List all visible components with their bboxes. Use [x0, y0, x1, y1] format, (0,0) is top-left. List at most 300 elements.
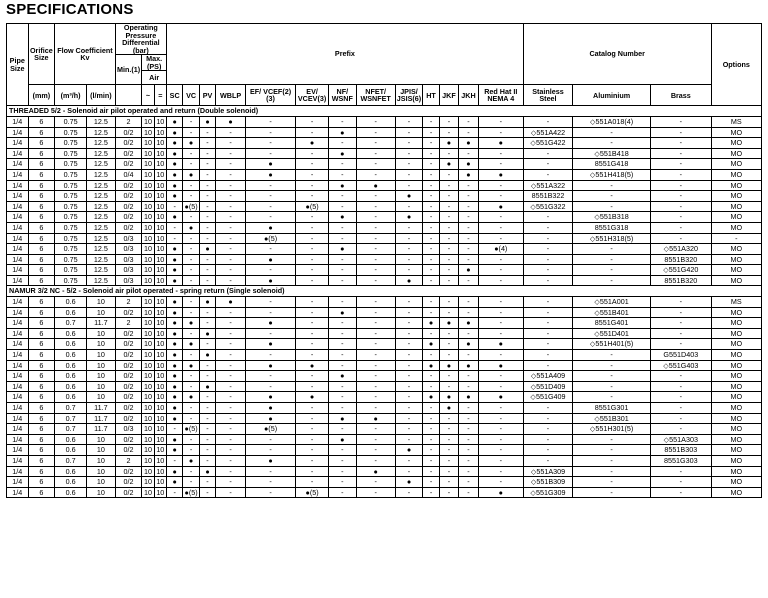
table-cell: MO	[711, 487, 761, 498]
table-cell: 10	[142, 477, 154, 488]
table-cell: -	[356, 371, 395, 382]
table-cell: -	[395, 297, 423, 308]
table-cell: 6	[28, 371, 55, 382]
table-cell: -	[439, 413, 458, 424]
table-cell: 10	[86, 477, 115, 488]
table-cell: ◇551B401	[573, 307, 651, 318]
table-cell: 12.5	[86, 180, 115, 191]
table-cell: -	[651, 191, 712, 202]
table-cell: -	[651, 487, 712, 498]
table-cell: 8551G303	[651, 455, 712, 466]
table-cell: 0.75	[55, 212, 87, 223]
table-cell: ●	[395, 477, 423, 488]
table-cell: MO	[711, 445, 761, 456]
table-cell: ◇551A422	[523, 127, 572, 138]
table-cell: ●(4)	[478, 244, 523, 255]
table-cell: -	[216, 392, 246, 403]
table-cell: -	[216, 254, 246, 265]
table-cell: -	[439, 275, 458, 286]
table-cell: -	[459, 275, 478, 286]
table-cell: -	[356, 201, 395, 212]
table-cell: -	[423, 297, 439, 308]
table-cell: -	[328, 424, 356, 435]
table-cell: 10	[142, 265, 154, 276]
table-cell: 10	[154, 477, 166, 488]
table-row	[7, 148, 762, 159]
table-cell: ●	[199, 328, 215, 339]
table-cell: -	[328, 297, 356, 308]
table-cell: -	[216, 201, 246, 212]
table-cell: -	[459, 328, 478, 339]
table-cell: 6	[28, 350, 55, 361]
table-cell: 8551B320	[651, 254, 712, 265]
table-cell: 0.75	[55, 180, 87, 191]
table-cell: -	[245, 487, 295, 498]
table-cell: 0.75	[55, 116, 87, 127]
table-cell: -	[439, 328, 458, 339]
table-cell: ◇551H301(5)	[573, 424, 651, 435]
table-cell: 10	[154, 413, 166, 424]
table-cell: 6	[28, 328, 55, 339]
table-cell: 1/4	[7, 392, 29, 403]
table-cell: -	[423, 307, 439, 318]
table-cell: 6	[28, 159, 55, 170]
table-cell: 1/4	[7, 318, 29, 329]
table-cell: 1/4	[7, 148, 29, 159]
table-cell: 10	[86, 328, 115, 339]
table-cell: 0.75	[55, 138, 87, 149]
header-flow-coefficient: Flow Coefficient Kv	[55, 24, 116, 85]
table-cell: 12.5	[86, 265, 115, 276]
table-cell: ●	[328, 212, 356, 223]
table-cell: 0.75	[55, 127, 87, 138]
table-cell: -	[296, 371, 329, 382]
table-cell: 6	[28, 381, 55, 392]
table-cell: 0/4	[115, 169, 142, 180]
table-cell: ●	[296, 138, 329, 149]
table-cell: -	[356, 222, 395, 233]
table-cell: -	[651, 392, 712, 403]
table-cell: ●	[199, 116, 215, 127]
table-row	[7, 477, 762, 488]
table-cell: MO	[711, 169, 761, 180]
table-cell: -	[199, 318, 215, 329]
table-cell: -	[296, 434, 329, 445]
table-cell: 0.75	[55, 254, 87, 265]
table-cell: -	[523, 233, 572, 244]
table-cell: -	[216, 381, 246, 392]
table-cell: -	[216, 434, 246, 445]
header-operating-pressure: Operating Pressure Differential (bar)	[115, 24, 166, 55]
table-cell: ●	[183, 169, 199, 180]
table-cell: 0.7	[55, 424, 87, 435]
table-cell: -	[199, 455, 215, 466]
table-cell: 1/4	[7, 159, 29, 170]
table-cell: -	[216, 244, 246, 255]
table-cell: ●	[439, 138, 458, 149]
table-cell: MO	[711, 222, 761, 233]
table-cell: 2	[115, 318, 142, 329]
table-cell: -	[296, 148, 329, 159]
table-cell: -	[423, 434, 439, 445]
table-cell: ●	[356, 466, 395, 477]
table-cell: -	[183, 371, 199, 382]
table-cell: -	[459, 297, 478, 308]
table-cell: 1/4	[7, 434, 29, 445]
table-cell: -	[328, 201, 356, 212]
table-cell: -	[199, 360, 215, 371]
table-cell: -	[395, 244, 423, 255]
table-cell: -	[183, 159, 199, 170]
table-cell: -	[523, 350, 572, 361]
table-cell: 0/3	[115, 424, 142, 435]
header-min: Min.(1)	[115, 55, 142, 85]
table-cell: -	[439, 254, 458, 265]
table-cell: -	[216, 466, 246, 477]
table-cell: MO	[711, 403, 761, 414]
table-cell: 0.75	[55, 222, 87, 233]
table-cell: ◇551H318(5)	[573, 233, 651, 244]
table-cell: ●	[183, 138, 199, 149]
table-cell: -	[459, 434, 478, 445]
table-cell: MO	[711, 339, 761, 350]
table-cell: -	[199, 413, 215, 424]
table-cell: -	[423, 127, 439, 138]
table-cell: 10	[154, 371, 166, 382]
table-cell: 10	[154, 297, 166, 308]
table-cell: -	[199, 148, 215, 159]
table-cell: ●	[166, 360, 182, 371]
table-cell: 6	[28, 318, 55, 329]
table-cell: MO	[711, 360, 761, 371]
table-cell: -	[356, 424, 395, 435]
table-row	[7, 413, 762, 424]
table-cell: -	[296, 180, 329, 191]
table-cell: 0/2	[115, 477, 142, 488]
header-catalog-number: Catalog Number	[523, 24, 711, 85]
table-cell: ◇551D409	[523, 381, 572, 392]
table-cell: 6	[28, 487, 55, 498]
table-cell: 10	[142, 339, 154, 350]
table-cell: -	[423, 159, 439, 170]
table-cell: -	[356, 265, 395, 276]
table-cell: 10	[142, 233, 154, 244]
table-cell: -	[296, 318, 329, 329]
table-cell: -	[245, 328, 295, 339]
table-cell: ●	[199, 350, 215, 361]
table-cell: -	[245, 180, 295, 191]
table-cell: ◇551H401(5)	[573, 339, 651, 350]
table-cell: ●	[166, 307, 182, 318]
table-cell: 8551G301	[573, 403, 651, 414]
header-options: Options	[711, 24, 761, 106]
table-cell: -	[183, 297, 199, 308]
table-cell: ●	[439, 159, 458, 170]
table-cell: -	[573, 392, 651, 403]
table-cell: -	[478, 318, 523, 329]
table-cell: ●	[328, 434, 356, 445]
table-cell: -	[356, 233, 395, 244]
table-cell: -	[166, 424, 182, 435]
table-cell: ●	[245, 413, 295, 424]
prefix-col-header: SC	[166, 85, 182, 106]
table-cell: 0/3	[115, 233, 142, 244]
table-cell: -	[395, 371, 423, 382]
table-cell: -	[395, 233, 423, 244]
table-cell: -	[245, 297, 295, 308]
table-cell: 0/3	[115, 275, 142, 286]
table-cell: -	[439, 424, 458, 435]
table-cell: ◇551A001	[573, 297, 651, 308]
table-cell: -	[423, 180, 439, 191]
table-cell: 6	[28, 265, 55, 276]
table-cell: 1/4	[7, 360, 29, 371]
table-cell: ●	[245, 360, 295, 371]
table-cell: -	[573, 455, 651, 466]
table-cell: -	[328, 222, 356, 233]
table-cell: -	[573, 265, 651, 276]
table-cell: ◇551G422	[523, 138, 572, 149]
prefix-col-header: JKF	[439, 85, 458, 106]
table-cell: 0/2	[115, 392, 142, 403]
table-row	[7, 297, 762, 308]
table-cell: 10	[86, 350, 115, 361]
table-cell: -	[573, 466, 651, 477]
table-cell: -	[199, 159, 215, 170]
table-cell: -	[478, 413, 523, 424]
table-cell: MO	[711, 148, 761, 159]
table-cell: 10	[154, 381, 166, 392]
table-cell: 0/2	[115, 191, 142, 202]
table-cell: -	[328, 339, 356, 350]
table-cell: -	[356, 116, 395, 127]
table-cell: -	[423, 233, 439, 244]
table-cell: ●	[245, 275, 295, 286]
table-cell: -	[296, 244, 329, 255]
table-cell: -	[328, 265, 356, 276]
table-cell: -	[478, 275, 523, 286]
table-cell: 6	[28, 339, 55, 350]
table-cell: -	[296, 191, 329, 202]
table-cell: -	[296, 265, 329, 276]
table-row	[7, 424, 762, 435]
table-cell: -	[245, 445, 295, 456]
table-cell: -	[245, 201, 295, 212]
table-cell: -	[296, 339, 329, 350]
table-cell: ●	[166, 371, 182, 382]
table-cell: -	[459, 222, 478, 233]
table-cell: -	[328, 350, 356, 361]
table-cell: 11.7	[86, 424, 115, 435]
table-cell: -	[423, 477, 439, 488]
table-cell: MO	[711, 381, 761, 392]
table-cell: -	[523, 318, 572, 329]
table-cell: 1/4	[7, 212, 29, 223]
table-cell: -	[395, 116, 423, 127]
table-cell: -	[183, 403, 199, 414]
table-cell: -	[216, 424, 246, 435]
table-cell: -	[573, 487, 651, 498]
table-cell: -	[183, 328, 199, 339]
table-cell: -	[423, 244, 439, 255]
table-cell: ●	[245, 403, 295, 414]
table-row	[7, 445, 762, 456]
table-cell: -	[296, 275, 329, 286]
table-cell: -	[439, 487, 458, 498]
table-cell: -	[523, 244, 572, 255]
table-cell: ●	[166, 297, 182, 308]
table-cell: ●	[328, 180, 356, 191]
table-cell: 6	[28, 191, 55, 202]
table-cell: ◇551B301	[573, 413, 651, 424]
table-cell: -	[328, 318, 356, 329]
table-cell: 0.6	[55, 434, 87, 445]
table-cell: 10	[86, 360, 115, 371]
table-cell: -	[296, 159, 329, 170]
table-cell: -	[439, 381, 458, 392]
table-cell: 0/2	[115, 371, 142, 382]
table-cell: 0/2	[115, 138, 142, 149]
table-cell: -	[216, 159, 246, 170]
table-cell: 10	[142, 201, 154, 212]
table-cell: 10	[154, 233, 166, 244]
table-cell: 0/2	[115, 360, 142, 371]
table-cell: ●	[183, 318, 199, 329]
table-cell: 10	[142, 318, 154, 329]
table-cell: -	[356, 244, 395, 255]
table-cell: -	[395, 434, 423, 445]
table-cell: ●	[166, 138, 182, 149]
table-cell: -	[478, 403, 523, 414]
table-cell: 0.7	[55, 455, 87, 466]
prefix-col-header: VC	[183, 85, 199, 106]
table-cell: MO	[711, 180, 761, 191]
table-cell: -	[356, 191, 395, 202]
table-cell: 10	[154, 487, 166, 498]
table-cell: -	[439, 148, 458, 159]
table-cell: -	[439, 201, 458, 212]
table-cell: -	[328, 392, 356, 403]
table-cell: 10	[154, 424, 166, 435]
table-cell: 1/4	[7, 403, 29, 414]
section-title: NAMUR 3/2 NC - 5/2 - Solenoid air pilot operated - spring return (Single solenoid)	[7, 286, 762, 297]
table-cell: -	[439, 222, 458, 233]
table-row	[7, 169, 762, 180]
table-cell: -	[573, 201, 651, 212]
table-cell: -	[356, 307, 395, 318]
table-cell: -	[423, 275, 439, 286]
table-cell: -	[459, 381, 478, 392]
table-cell: -	[395, 159, 423, 170]
table-cell: -	[395, 127, 423, 138]
table-cell: -	[423, 328, 439, 339]
table-cell: 10	[142, 466, 154, 477]
table-cell: -	[478, 116, 523, 127]
table-cell: -	[459, 180, 478, 191]
table-cell: -	[651, 381, 712, 392]
table-cell: ●	[166, 191, 182, 202]
table-cell: 12.5	[86, 127, 115, 138]
table-cell: ●	[328, 148, 356, 159]
table-cell: 12.5	[86, 116, 115, 127]
table-cell: -	[183, 265, 199, 276]
table-cell: -	[216, 127, 246, 138]
table-cell: 0/3	[115, 265, 142, 276]
catalog-col-header: Aluminium	[573, 85, 651, 106]
table-cell: 0.6	[55, 307, 87, 318]
table-cell: 2	[115, 116, 142, 127]
table-cell: -	[216, 148, 246, 159]
prefix-col-header: EF/ VCEF(2)(3)	[245, 85, 295, 106]
table-row	[7, 371, 762, 382]
table-cell: 1/4	[7, 254, 29, 265]
table-cell: -	[423, 455, 439, 466]
table-cell: 1/4	[7, 169, 29, 180]
table-cell: -	[573, 360, 651, 371]
header-tilde: ~	[142, 85, 154, 106]
table-cell: -	[216, 455, 246, 466]
table-cell: 12.5	[86, 148, 115, 159]
table-cell: ●	[478, 138, 523, 149]
table-cell: MO	[711, 191, 761, 202]
table-row	[7, 116, 762, 127]
table-cell: -	[523, 275, 572, 286]
table-cell: ●	[478, 487, 523, 498]
table-cell: MS	[711, 116, 761, 127]
table-cell: 1/4	[7, 180, 29, 191]
table-cell: ●	[166, 434, 182, 445]
table-cell: ●	[166, 127, 182, 138]
prefix-col-header: NF/ WSNF	[328, 85, 356, 106]
table-cell: -	[356, 455, 395, 466]
table-cell: -	[328, 254, 356, 265]
table-row	[7, 138, 762, 149]
table-cell: -	[183, 466, 199, 477]
table-cell: -	[356, 477, 395, 488]
table-cell: ●	[439, 318, 458, 329]
table-cell: 10	[86, 455, 115, 466]
table-cell: -	[328, 138, 356, 149]
table-cell: 6	[28, 138, 55, 149]
table-cell: MO	[711, 212, 761, 223]
table-cell: -	[216, 445, 246, 456]
table-row	[7, 180, 762, 191]
table-cell: 10	[154, 318, 166, 329]
table-cell: -	[573, 434, 651, 445]
header-pipe-size: Pipe Size	[7, 24, 29, 106]
table-cell: -	[651, 116, 712, 127]
table-cell: ●	[328, 127, 356, 138]
table-cell: ●	[356, 413, 395, 424]
table-cell: 10	[154, 307, 166, 318]
table-cell: -	[423, 445, 439, 456]
table-cell: ●(5)	[184, 424, 198, 434]
table-cell: -	[199, 403, 215, 414]
table-cell: -	[328, 487, 356, 498]
table-cell: ●	[459, 318, 478, 329]
table-cell: 0/2	[115, 434, 142, 445]
table-cell: -	[183, 244, 199, 255]
table-cell: -	[199, 339, 215, 350]
table-cell: 0.75	[55, 275, 87, 286]
table-cell: -	[296, 381, 329, 392]
table-cell: ●	[395, 445, 423, 456]
table-cell: 10	[86, 381, 115, 392]
table-cell: ●	[166, 445, 182, 456]
table-cell: ●	[459, 265, 478, 276]
table-cell: 10	[142, 127, 154, 138]
table-cell: MO	[711, 254, 761, 265]
